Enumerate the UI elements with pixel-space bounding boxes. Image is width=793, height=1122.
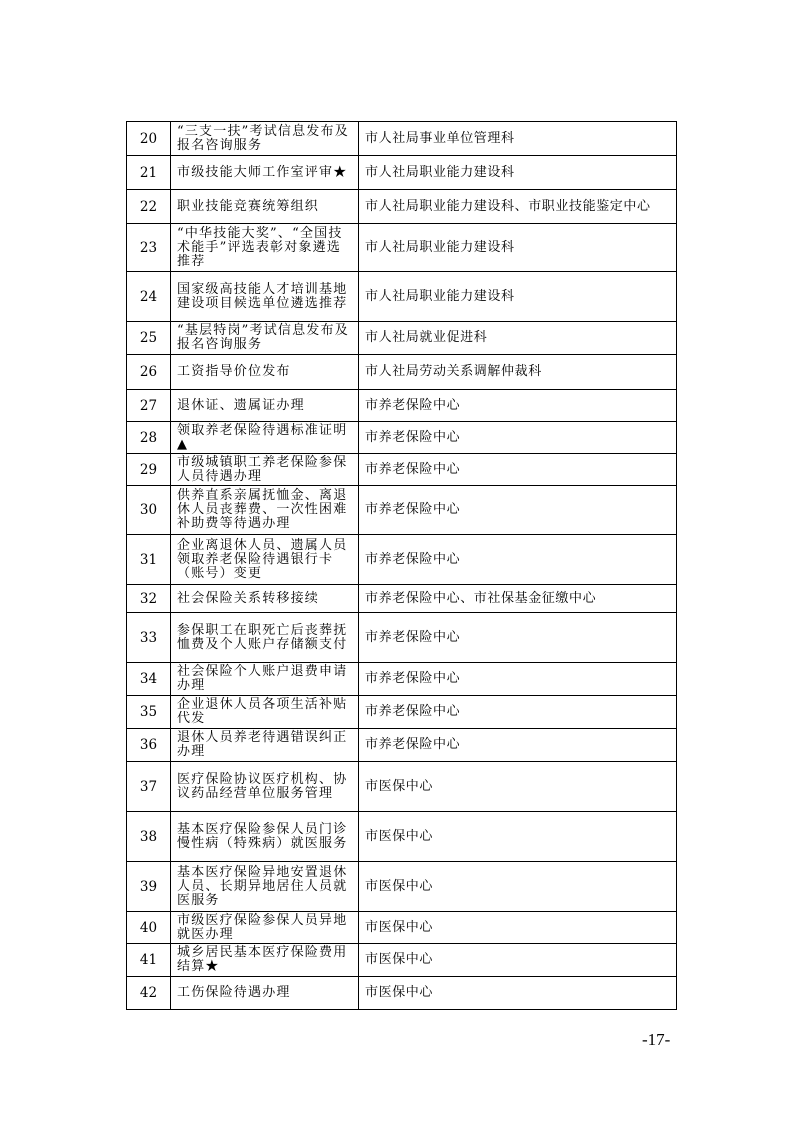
responsible-department: 市人社局劳动关系调解仲裁科 (359, 355, 677, 390)
row-number: 39 (127, 862, 171, 912)
table-row (127, 762, 677, 812)
table-row (127, 696, 677, 729)
service-item: 社会保险关系转移接续 (171, 585, 359, 613)
responsible-department: 市医保中心 (359, 862, 677, 912)
row-number: 26 (127, 355, 171, 390)
row-number: 36 (127, 729, 171, 762)
service-item: 社会保险个人账户退费申请办理 (171, 663, 359, 696)
responsible-department: 市养老保险中心 (359, 422, 677, 454)
table-row (127, 613, 677, 663)
responsible-department: 市养老保险中心 (359, 663, 677, 696)
table-row (127, 977, 677, 1010)
row-number: 27 (127, 390, 171, 422)
row-number: 37 (127, 762, 171, 812)
responsible-department: 市人社局职业能力建设科、市职业技能鉴定中心 (359, 190, 677, 224)
responsible-department: 市医保中心 (359, 977, 677, 1010)
service-table (126, 121, 677, 1010)
page-number: -17- (642, 1030, 671, 1049)
row-number: 29 (127, 454, 171, 486)
service-item: “三支一扶”考试信息发布及报名咨询服务 (171, 122, 359, 156)
row-number: 42 (127, 977, 171, 1010)
responsible-department: 市养老保险中心 (359, 535, 677, 585)
responsible-department: 市医保中心 (359, 762, 677, 812)
row-number: 31 (127, 535, 171, 585)
table-row (127, 190, 677, 224)
row-number: 22 (127, 190, 171, 224)
responsible-department: 市养老保险中心 (359, 613, 677, 663)
service-item: 市级医疗保险参保人员异地就医办理 (171, 912, 359, 944)
responsible-department: 市人社局职业能力建设科 (359, 272, 677, 322)
responsible-department: 市养老保险中心 (359, 390, 677, 422)
table-row (127, 585, 677, 613)
responsible-department: 市人社局事业单位管理科 (359, 122, 677, 156)
row-number: 40 (127, 912, 171, 944)
table-row (127, 535, 677, 585)
row-number: 35 (127, 696, 171, 729)
row-number: 24 (127, 272, 171, 322)
responsible-department: 市养老保险中心 (359, 729, 677, 762)
row-number: 20 (127, 122, 171, 156)
service-item: 参保职工在职死亡后丧葬抚恤费及个人账户存储额支付 (171, 613, 359, 663)
table-row (127, 156, 677, 190)
responsible-department: 市养老保险中心 (359, 696, 677, 729)
table-row (127, 912, 677, 944)
table-row (127, 729, 677, 762)
row-number: 30 (127, 486, 171, 535)
responsible-department: 市养老保险中心、市社保基金征缴中心 (359, 585, 677, 613)
service-item: 国家级高技能人才培训基地建设项目候选单位遴选推荐 (171, 272, 359, 322)
responsible-department: 市人社局就业促进科 (359, 322, 677, 355)
service-item: 市级技能大师工作室评审★ (171, 156, 359, 190)
service-item: 职业技能竞赛统筹组织 (171, 190, 359, 224)
service-item: 基本医疗保险异地安置退休人员、长期异地居住人员就医服务 (171, 862, 359, 912)
table-row (127, 322, 677, 355)
service-item: 供养直系亲属抚恤金、离退休人员丧葬费、一次性困难补助费等待遇办理 (171, 486, 359, 535)
row-number: 34 (127, 663, 171, 696)
service-item: 工资指导价位发布 (171, 355, 359, 390)
row-number: 21 (127, 156, 171, 190)
service-item: 企业退休人员各项生活补贴代发 (171, 696, 359, 729)
row-number: 32 (127, 585, 171, 613)
service-item: 城乡居民基本医疗保险费用结算★ (171, 944, 359, 977)
row-number: 41 (127, 944, 171, 977)
table-row (127, 862, 677, 912)
row-number: 33 (127, 613, 171, 663)
responsible-department: 市医保中心 (359, 944, 677, 977)
service-item: 领取养老保险待遇标准证明▲ (171, 422, 359, 454)
service-item: 退休人员养老待遇错误纠正办理 (171, 729, 359, 762)
service-item: 工伤保险待遇办理 (171, 977, 359, 1010)
table-row (127, 454, 677, 486)
table-row (127, 122, 677, 156)
row-number: 28 (127, 422, 171, 454)
table-row (127, 224, 677, 272)
service-item: “基层特岗”考试信息发布及报名咨询服务 (171, 322, 359, 355)
table-row (127, 486, 677, 535)
table-row (127, 663, 677, 696)
row-number: 25 (127, 322, 171, 355)
service-item: 基本医疗保险参保人员门诊慢性病（特殊病）就医服务 (171, 812, 359, 862)
service-item: “中华技能大奖”、“全国技术能手”评选表彰对象遴选推荐 (171, 224, 359, 272)
table-row (127, 272, 677, 322)
row-number: 38 (127, 812, 171, 862)
responsible-department: 市医保中心 (359, 812, 677, 862)
table-row (127, 355, 677, 390)
responsible-department: 市养老保险中心 (359, 454, 677, 486)
responsible-department: 市人社局职业能力建设科 (359, 156, 677, 190)
responsible-department: 市人社局职业能力建设科 (359, 224, 677, 272)
table-row (127, 944, 677, 977)
responsible-department: 市医保中心 (359, 912, 677, 944)
row-number: 23 (127, 224, 171, 272)
service-item: 医疗保险协议医疗机构、协议药品经营单位服务管理 (171, 762, 359, 812)
responsible-department: 市养老保险中心 (359, 486, 677, 535)
table-row (127, 390, 677, 422)
table-row (127, 422, 677, 454)
table-row (127, 812, 677, 862)
service-item: 市级城镇职工养老保险参保人员待遇办理 (171, 454, 359, 486)
service-item: 退休证、遗属证办理 (171, 390, 359, 422)
service-item: 企业离退休人员、遗属人员领取养老保险待遇银行卡（账号）变更 (171, 535, 359, 585)
